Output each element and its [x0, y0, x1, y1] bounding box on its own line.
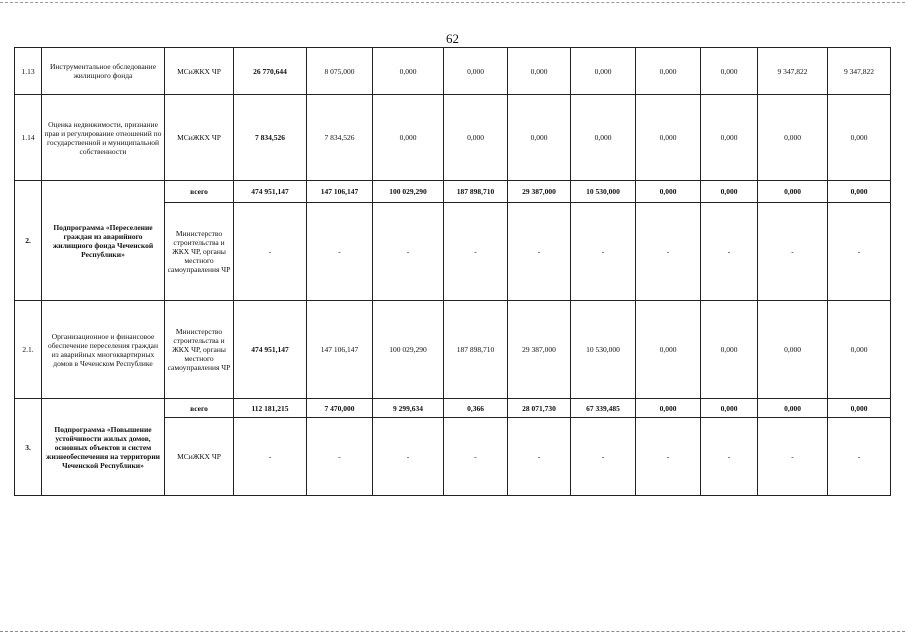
total-cell: 7 470,000 — [307, 399, 373, 418]
total-cell: 0,000 — [636, 181, 701, 203]
table-row — [15, 301, 891, 399]
value-cell: 7 834,526 — [234, 95, 307, 181]
total-cell: 67 339,485 — [571, 399, 636, 418]
value-cell: - — [444, 418, 508, 496]
value-cell: - — [508, 203, 571, 301]
total-cell: 29 387,000 — [508, 181, 571, 203]
total-cell: 100 029,290 — [373, 181, 444, 203]
value-cell: 9 347,822 — [828, 48, 891, 95]
value-cell: 0,000 — [571, 48, 636, 95]
value-cell: - — [636, 203, 701, 301]
value-cell: - — [571, 203, 636, 301]
total-cell: 0,000 — [828, 399, 891, 418]
value-cell: 100 029,290 — [373, 301, 444, 399]
value-cell: 10 530,000 — [571, 301, 636, 399]
subprogram-name: Подпрограмма «Переселение граждан из аварийного жилищного фонда Чеченской Республики» — [42, 181, 165, 301]
row-executor: Министерство строительства и ЖКХ ЧР, органы местного самоуправления ЧР — [165, 301, 234, 399]
value-cell: - — [508, 418, 571, 496]
row-name: Организационное и финансовое обеспечение переселения граждан из аварийных многоквартирных домов в Чеченском Республике — [42, 301, 165, 399]
value-cell: - — [701, 203, 758, 301]
total-cell: 0,366 — [444, 399, 508, 418]
value-cell: 474 951,147 — [234, 301, 307, 399]
page-number: 62 — [446, 31, 459, 46]
value-cell: - — [307, 418, 373, 496]
value-cell: - — [307, 203, 373, 301]
bottom-scan-line — [0, 631, 905, 632]
value-cell: - — [444, 203, 508, 301]
row-name: Инструментальное обследование жилищного фонда — [42, 48, 165, 95]
value-cell: 0,000 — [758, 95, 828, 181]
total-cell: 0,000 — [701, 181, 758, 203]
table-row — [15, 399, 891, 418]
value-cell: 0,000 — [828, 95, 891, 181]
value-cell: - — [234, 418, 307, 496]
total-cell: 28 071,730 — [508, 399, 571, 418]
total-cell: 0,000 — [758, 399, 828, 418]
value-cell: 187 898,710 — [444, 301, 508, 399]
table-row — [15, 95, 891, 181]
value-cell: 0,000 — [444, 95, 508, 181]
value-cell: 0,000 — [828, 301, 891, 399]
value-cell: 0,000 — [701, 48, 758, 95]
row-executor: МСиЖКХ ЧР — [165, 95, 234, 181]
value-cell: 0,000 — [373, 95, 444, 181]
value-cell: 0,000 — [636, 48, 701, 95]
top-scan-line — [0, 2, 905, 3]
value-cell: - — [571, 418, 636, 496]
total-cell: 0,000 — [636, 399, 701, 418]
value-cell: 26 770,644 — [234, 48, 307, 95]
value-cell: 0,000 — [373, 48, 444, 95]
value-cell: - — [828, 418, 891, 496]
row-index: 1.14 — [15, 95, 42, 181]
value-cell: 0,000 — [508, 48, 571, 95]
total-cell: 0,000 — [828, 181, 891, 203]
value-cell: 0,000 — [636, 301, 701, 399]
total-cell: 0,000 — [758, 181, 828, 203]
table-row — [15, 48, 891, 95]
row-index: 2. — [15, 181, 42, 301]
value-cell: 0,000 — [571, 95, 636, 181]
value-cell: 0,000 — [701, 301, 758, 399]
table-row — [15, 181, 891, 203]
row-index: 3. — [15, 399, 42, 496]
value-cell: - — [828, 203, 891, 301]
row-name: Оценка недвижимости, признание прав и регулирование отношений по государственной и муниципальной собственности — [42, 95, 165, 181]
value-cell: - — [636, 418, 701, 496]
row-executor: МСиЖКХ ЧР — [165, 48, 234, 95]
total-label: всего — [165, 181, 234, 203]
value-cell: - — [373, 203, 444, 301]
total-cell: 10 530,000 — [571, 181, 636, 203]
total-cell: 0,000 — [701, 399, 758, 418]
subprogram-name: Подпрограмма «Повышение устойчивости жилых домов, основных объектов и систем жизнеобеспечения на территории Чеченской Республики» — [42, 399, 165, 496]
value-cell: - — [758, 203, 828, 301]
budget-table — [14, 47, 891, 496]
total-cell: 147 106,147 — [307, 181, 373, 203]
total-cell: 187 898,710 — [444, 181, 508, 203]
value-cell: 8 075,000 — [307, 48, 373, 95]
total-cell: 112 181,215 — [234, 399, 307, 418]
value-cell: 0,000 — [758, 301, 828, 399]
total-cell: 474 951,147 — [234, 181, 307, 203]
value-cell: - — [701, 418, 758, 496]
value-cell: 147 106,147 — [307, 301, 373, 399]
value-cell: 29 387,000 — [508, 301, 571, 399]
row-index: 2.1. — [15, 301, 42, 399]
row-index: 1.13 — [15, 48, 42, 95]
value-cell: 0,000 — [444, 48, 508, 95]
value-cell: 0,000 — [636, 95, 701, 181]
value-cell: 9 347,822 — [758, 48, 828, 95]
value-cell: 0,000 — [508, 95, 571, 181]
total-label: всего — [165, 399, 234, 418]
value-cell: - — [234, 203, 307, 301]
value-cell: - — [758, 418, 828, 496]
value-cell: - — [373, 418, 444, 496]
row-executor: МСиЖКХ ЧР — [165, 418, 234, 496]
value-cell: 7 834,526 — [307, 95, 373, 181]
value-cell: 0,000 — [701, 95, 758, 181]
row-executor: Министерство строительства и ЖКХ ЧР, органы местного самоуправления ЧР — [165, 203, 234, 301]
total-cell: 9 299,634 — [373, 399, 444, 418]
